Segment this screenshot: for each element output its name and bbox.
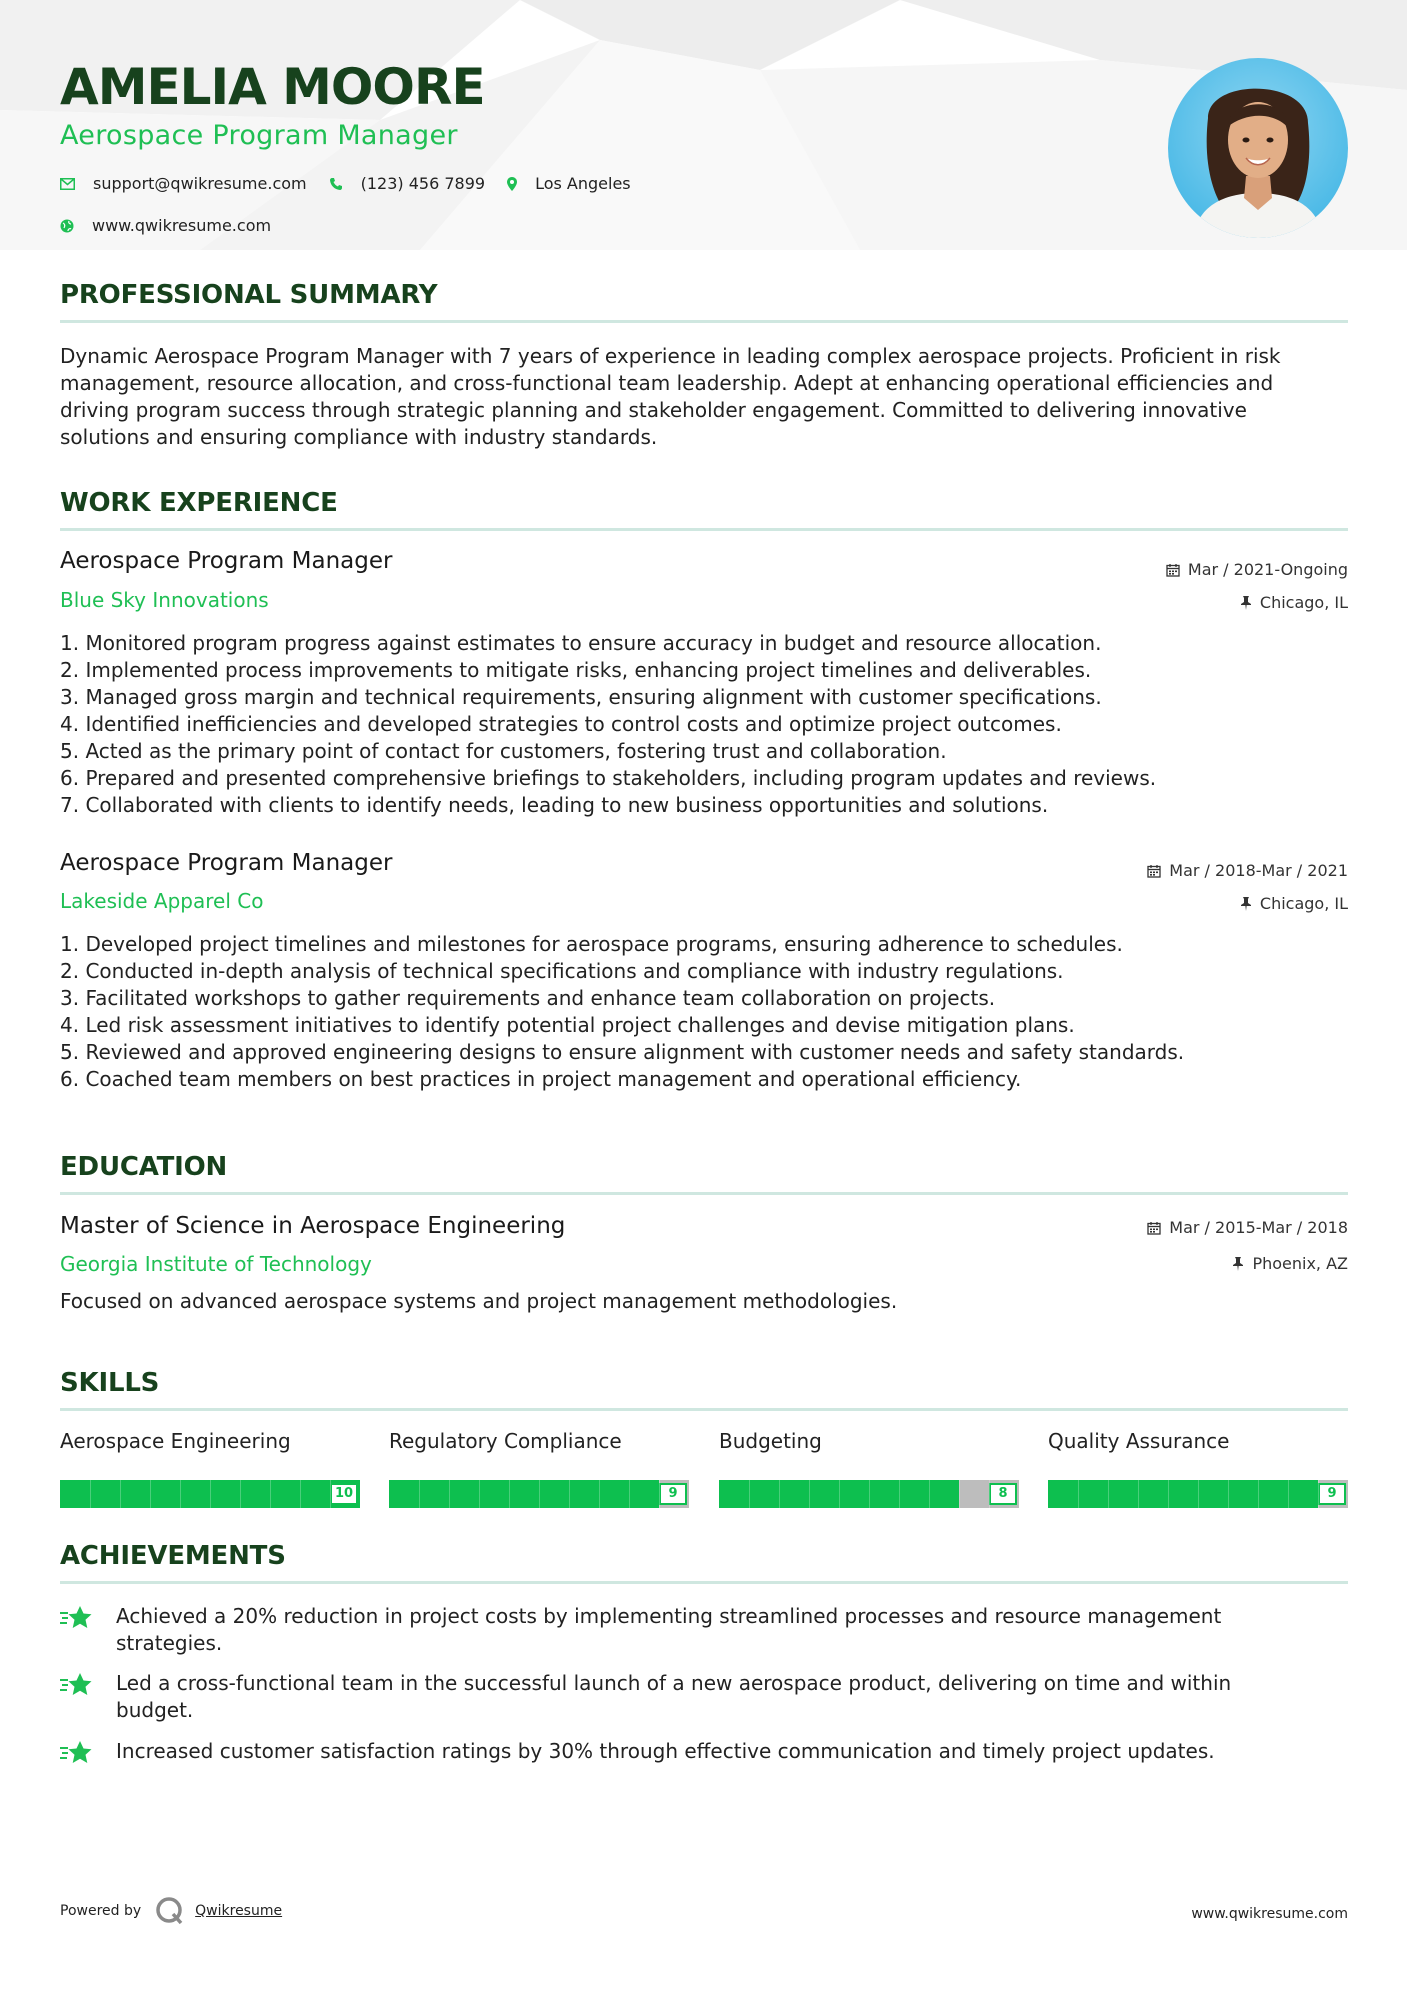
candidate-name: AMELIA MOORE	[60, 58, 485, 116]
job-dates-text: Mar / 2018-Mar / 2021	[1169, 861, 1348, 880]
skill-item	[1048, 1429, 1348, 1509]
skill-bar-segment	[1078, 1480, 1079, 1508]
website-text: www.qwikresume.com	[92, 216, 272, 235]
star-badge-icon	[60, 1605, 92, 1631]
skills-heading: SKILLS	[60, 1368, 160, 1398]
calendar-icon	[1147, 1221, 1161, 1235]
skill-label: Regulatory Compliance	[389, 1429, 622, 1453]
job-location-text: Chicago, IL	[1259, 894, 1348, 913]
skill-level-badge: 9	[1318, 1483, 1346, 1505]
qwikresume-logo-icon	[155, 1896, 185, 1926]
star-badge-icon	[60, 1672, 92, 1698]
contact-row-1	[60, 174, 653, 193]
job-dates	[1147, 861, 1348, 880]
map-marker-icon	[507, 177, 517, 191]
section-divider	[60, 1192, 1348, 1195]
skill-bar-segment	[869, 1480, 870, 1508]
skill-bar-segment	[569, 1480, 570, 1508]
email-text: support@qwikresume.com	[93, 174, 307, 193]
skill-bar-segment	[90, 1480, 91, 1508]
list-item: 4. Led risk assessment initiatives to identify potential project challenges and devise mitigation plans.	[60, 1013, 1075, 1037]
section-divider	[60, 1408, 1348, 1411]
skill-bar-fill	[1048, 1480, 1318, 1508]
achievements-section	[60, 1541, 1348, 1781]
skill-bar-segment	[929, 1480, 930, 1508]
list-item: 6. Coached team members on best practices in project management and operational efficiency.	[60, 1067, 1022, 1091]
contact-website[interactable]	[60, 216, 271, 235]
summary-line: management, resource allocation, and cross-functional team leadership. Adept at enhancing operational efficiencies and	[60, 371, 1274, 395]
footer-url[interactable]: www.qwikresume.com	[1191, 1906, 1348, 1922]
achievement-text	[104, 1670, 1334, 1724]
education-location	[1232, 1254, 1348, 1273]
skill-item	[60, 1429, 360, 1509]
list-item: 1. Developed project timelines and milestones for aerospace programs, ensuring adherence to schedules.	[60, 932, 1123, 956]
list-item: 2. Implemented process improvements to mitigate risks, enhancing project timelines and deliverables.	[60, 658, 1092, 682]
skill-label: Budgeting	[719, 1429, 822, 1453]
skill-level-badge: 9	[659, 1483, 687, 1505]
globe-icon	[60, 219, 74, 233]
skill-item	[719, 1429, 1019, 1509]
skill-bar-segment	[839, 1480, 840, 1508]
job-company: Blue Sky Innovations	[60, 588, 269, 612]
list-item: 3. Managed gross margin and technical requirements, ensuring alignment with customer specifications.	[60, 685, 1102, 709]
skill-bar-segment	[1288, 1480, 1289, 1508]
skill-bar-segment	[1108, 1480, 1109, 1508]
qwikresume-link[interactable]: Qwikresume	[195, 1903, 283, 1919]
section-divider	[60, 320, 1348, 323]
job-bullets	[60, 931, 1184, 1093]
job-location-text: Chicago, IL	[1259, 593, 1348, 612]
skill-bar-segment	[749, 1480, 750, 1508]
contact-phone[interactable]	[329, 174, 485, 193]
skill-bar-segment	[659, 1480, 660, 1508]
skill-bar-segment	[300, 1480, 301, 1508]
skill-bar-segment	[479, 1480, 480, 1508]
skill-bar-segment	[240, 1480, 241, 1508]
experience-heading: WORK EXPERIENCE	[60, 488, 338, 518]
list-item: 6. Prepared and presented comprehensive briefings to stakeholders, including program updates and reviews.	[60, 766, 1157, 790]
job-location	[1240, 894, 1348, 913]
skill-bar-segment	[1318, 1480, 1319, 1508]
skill-bar-segment	[180, 1480, 181, 1508]
skills-section	[60, 1368, 1348, 1501]
skill-label: Aerospace Engineering	[60, 1429, 291, 1453]
skill-bar-segment	[120, 1480, 121, 1508]
achievement-item	[60, 1670, 1348, 1724]
list-item: 2. Conducted in-depth analysis of technical specifications and compliance with industry regulations.	[60, 959, 1064, 983]
list-item: 5. Reviewed and approved engineering designs to ensure alignment with customer needs and safety standards.	[60, 1040, 1185, 1064]
phone-text: (123) 456 7899	[360, 174, 486, 193]
skill-bar-segment	[629, 1480, 630, 1508]
skill-bar-segment	[1198, 1480, 1199, 1508]
skill-bar-segment	[1258, 1480, 1259, 1508]
skill-bar-segment	[539, 1480, 540, 1508]
skill-bar	[1048, 1480, 1348, 1508]
skill-label: Quality Assurance	[1048, 1429, 1230, 1453]
powered-by-label: Powered by	[60, 1903, 142, 1919]
skill-bar-segment	[210, 1480, 211, 1508]
education-location-text: Phoenix, AZ	[1252, 1254, 1348, 1273]
summary-text	[60, 343, 1348, 451]
contact-email[interactable]	[60, 174, 307, 193]
education-dates-text: Mar / 2015-Mar / 2018	[1169, 1218, 1348, 1237]
job-title: Aerospace Program Manager	[60, 548, 393, 574]
skill-level-badge: 10	[330, 1483, 358, 1505]
summary-heading: PROFESSIONAL SUMMARY	[60, 280, 438, 310]
skill-bar-segment	[959, 1480, 960, 1508]
achievement-item	[60, 1603, 1348, 1657]
job-dates-text: Mar / 2021-Ongoing	[1187, 560, 1348, 579]
skill-bar-fill	[389, 1480, 659, 1508]
skill-item	[389, 1429, 689, 1509]
section-divider	[60, 528, 1348, 531]
skill-bar-segment	[899, 1480, 900, 1508]
education-section	[60, 1152, 1348, 1322]
skill-bar-segment	[1228, 1480, 1229, 1508]
skill-bar-segment	[1138, 1480, 1139, 1508]
skill-bar-segment	[809, 1480, 810, 1508]
envelope-icon	[60, 178, 75, 190]
section-divider	[60, 1581, 1348, 1584]
experience-section	[60, 488, 1348, 1108]
skill-bar	[60, 1480, 360, 1508]
skill-bar-segment	[330, 1480, 331, 1508]
job-location	[1240, 593, 1348, 612]
degree-title: Master of Science in Aerospace Engineering	[60, 1213, 566, 1239]
achievement-line: Achieved a 20% reduction in project costs by implementing streamlined processes and resource management	[116, 1604, 1222, 1628]
summary-section	[60, 280, 1348, 451]
list-item: 5. Acted as the primary point of contact for customers, fostering trust and collaboration.	[60, 739, 947, 763]
skill-level-badge: 8	[989, 1483, 1017, 1505]
job-title: Aerospace Program Manager	[60, 850, 393, 876]
contact-row-2	[60, 216, 293, 235]
school-name: Georgia Institute of Technology	[60, 1252, 372, 1276]
summary-line: Dynamic Aerospace Program Manager with 7 years of experience in leading complex aerospace projects. Proficient in risk	[60, 344, 1281, 368]
skill-bar-segment	[270, 1480, 271, 1508]
achievement-text	[104, 1603, 1334, 1657]
list-item: 1. Monitored program progress against estimates to ensure accuracy in budget and resource allocation.	[60, 631, 1102, 655]
achievement-line: strategies.	[116, 1631, 223, 1655]
achievement-text	[104, 1738, 1334, 1766]
calendar-icon	[1166, 563, 1180, 577]
profile-photo	[1168, 58, 1348, 238]
skill-bar-segment	[419, 1480, 420, 1508]
education-dates	[1147, 1218, 1348, 1237]
achievement-line: Led a cross-functional team in the successful launch of a new aerospace product, delivering on time and within	[116, 1671, 1232, 1695]
skill-bar-segment	[150, 1480, 151, 1508]
skill-bar-segment	[449, 1480, 450, 1508]
skill-bar	[719, 1480, 1019, 1508]
phone-icon	[329, 177, 343, 191]
list-item: 7. Collaborated with clients to identify needs, leading to new business opportunities and solutions.	[60, 793, 1049, 817]
achievement-line: budget.	[116, 1698, 194, 1722]
skill-bar-segment	[989, 1480, 990, 1508]
location-text: Los Angeles	[535, 174, 631, 193]
education-heading: EDUCATION	[60, 1152, 228, 1182]
pushpin-icon	[1240, 596, 1252, 610]
skill-bar	[389, 1480, 689, 1508]
summary-line: driving program success through strategic planning and stakeholder engagement. Committed to delivering innovative	[60, 398, 1247, 422]
contact-location	[507, 174, 631, 193]
candidate-role: Aerospace Program Manager	[60, 120, 458, 151]
footer-powered-by	[60, 1896, 282, 1926]
job-bullets	[60, 630, 1156, 819]
summary-line: solutions and ensuring compliance with industry standards.	[60, 425, 658, 449]
list-item: 3. Facilitated workshops to gather requirements and enhance team collaboration on projects.	[60, 986, 996, 1010]
achievements-heading: ACHIEVEMENTS	[60, 1541, 286, 1571]
job-dates	[1166, 560, 1348, 579]
pushpin-icon	[1232, 1257, 1244, 1271]
portrait-illustration	[1168, 58, 1348, 238]
education-description: Focused on advanced aerospace systems and project management methodologies.	[60, 1289, 898, 1313]
list-item: 4. Identified inefficiencies and developed strategies to control costs and optimize project outcomes.	[60, 712, 1062, 736]
achievement-line: Increased customer satisfaction ratings by 30% through effective communication and timely project updates.	[116, 1739, 1215, 1763]
skill-bar-segment	[599, 1480, 600, 1508]
calendar-icon	[1147, 864, 1161, 878]
skill-bar-segment	[779, 1480, 780, 1508]
star-badge-icon	[60, 1740, 92, 1766]
pushpin-icon	[1240, 897, 1252, 911]
skill-bar-segment	[1168, 1480, 1169, 1508]
job-company: Lakeside Apparel Co	[60, 889, 264, 913]
skill-bar-segment	[509, 1480, 510, 1508]
achievement-item	[60, 1738, 1348, 1766]
